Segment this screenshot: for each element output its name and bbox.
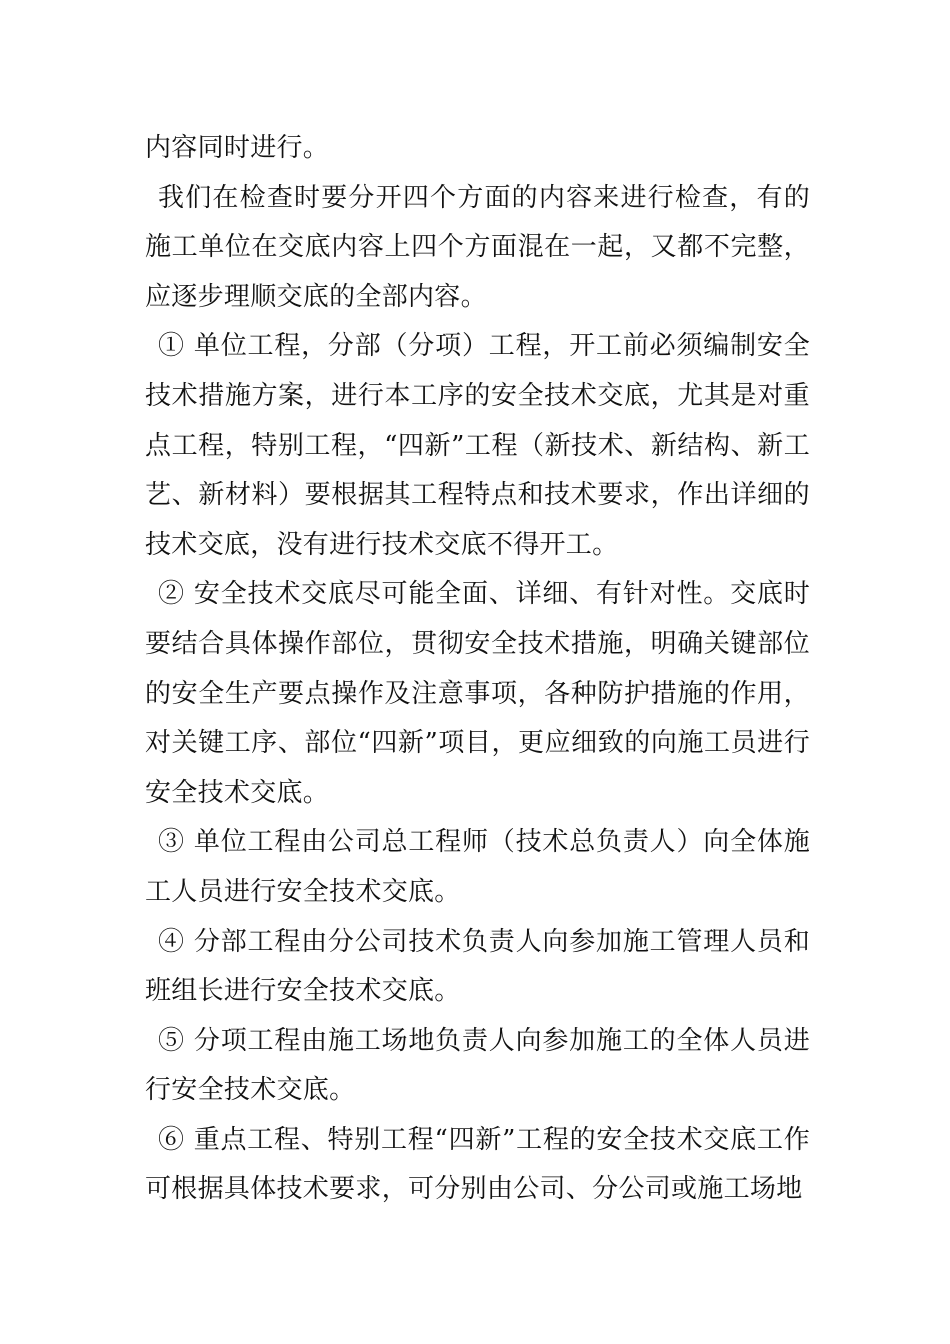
paragraph-item-3: ③ 单位工程由公司总工程师（技术总负责人）向全体施工人员进行安全技术交底。 [145,827,810,907]
paragraph-item-2: ② 安全技术交底尽可能全面、详细、有针对性。交底时要结合具体操作部位，贯彻安全技术措施，明确关键部位的安全生产要点操作及注意事项，各种防护措施的作用，对关键工序、部位“四新”项目，更应细致的向施工员进行安全技术交底。 [145,579,810,808]
document-body [145,124,810,1215]
paragraph-continuation: 内容同时进行。 [145,133,330,163]
paragraph-item-6: ⑥ 重点工程、特别工程“四新”工程的安全技术交底工作可根据具体技术要求，可分别由公司、分公司或施工场地 [145,1124,810,1205]
paragraph-item-1: ① 单位工程，分部（分项）工程，开工前必须编制安全技术措施方案，进行本工序的安全技术交底，尤其是对重点工程，特别工程，“四新”工程（新技术、新结构、新工艺、新材料）要根据其工程特点和技术要求，作出详细的技术交底，没有进行技术交底不得开工。 [145,331,810,560]
paragraph-item-4: ④ 分部工程由分公司技术负责人向参加施工管理人员和班组长进行安全技术交底。 [145,926,810,1007]
paragraph-item-5: ⑤ 分项工程由施工场地负责人向参加施工的全体人员进行安全技术交底。 [145,1025,810,1106]
paragraph-inspection-intro: 我们在检查时要分开四个方面的内容来进行检查，有的施工单位在交底内容上四个方面混在一起，又都不完整，应逐步理顺交底的全部内容。 [145,182,810,312]
